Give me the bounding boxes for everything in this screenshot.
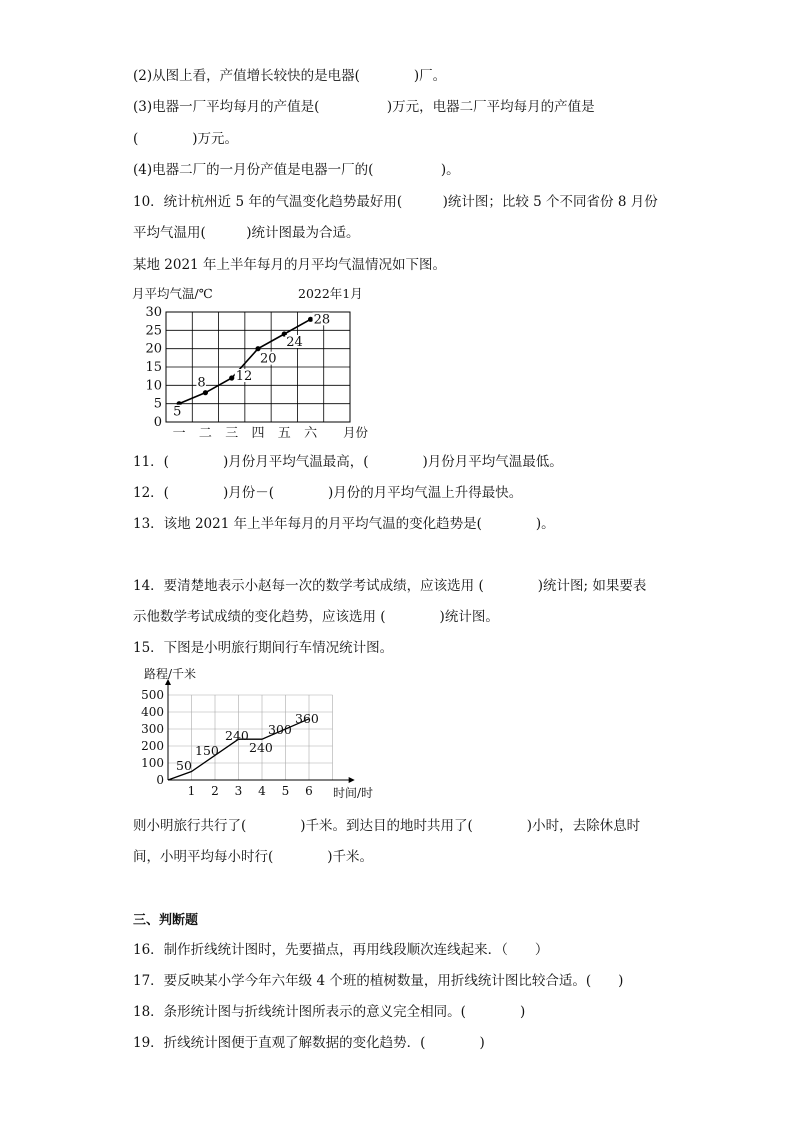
question-12: 12．( )月份－( )月份的月平均气温上升得最快。 [133,485,523,501]
x-tick-label: 五 [277,426,291,441]
temperature-chart-y-ticks [145,305,162,430]
question-16: 16．制作折线统计图时，先要描点，再用线段顺次连线起来．（ ） [133,942,549,958]
question-13: 13．该地 2021 年上半年每月的月平均气温的变化趋势是( )。 [133,516,555,532]
y-tick-label: 100 [141,756,164,770]
temperature-intro: 某地 2021 年上半年每月的月平均气温情况如下图。 [133,257,446,273]
question-15-answer-cont: 间，小明平均每小时行( )千米。 [133,849,374,865]
question-9-part-3-cont: ( )万元。 [133,131,239,147]
y-tick-label: 0 [156,773,164,787]
data-label: 28 [313,312,331,328]
data-label: 5 [173,404,182,420]
y-tick-label: 200 [141,739,164,753]
y-tick-label: 15 [145,360,162,375]
question-9-part-2: (2)从图上看，产值增长较快的是电器( )厂。 [133,68,447,84]
travel-chart [128,664,388,804]
y-tick-label: 0 [153,415,162,430]
travel-chart-data-labels [176,711,319,773]
data-label: 240 [225,728,249,743]
data-label: 50 [176,758,192,773]
x-tick-label: 3 [234,784,243,798]
x-tick-label: 二 [198,426,212,441]
question-9-part-4: (4)电器二厂的一月份产值是电器一厂的( )。 [133,162,460,178]
travel-chart-x-ticks [188,784,313,798]
data-point [203,390,208,395]
data-point [255,346,260,351]
y-tick-label: 500 [141,688,164,702]
y-tick-label: 400 [141,705,164,719]
data-label: 150 [195,743,219,758]
question-17: 17．要反映某小学今年六年级 4 个班的植树数量，用折线统计图比较合适。( ) [133,973,624,989]
data-label: 8 [197,375,206,391]
x-tick-label: 4 [258,784,266,798]
x-tick-label: 三 [225,426,239,441]
temperature-chart-grid [166,312,350,422]
temperature-chart-title: 2022年1月 [298,286,363,301]
section-title-judgement: 三、判断题 [133,913,199,928]
question-18: 18．条形统计图与折线统计图所表示的意义完全相同。( ) [133,1004,526,1020]
question-15: 15．下图是小明旅行期间行车情况统计图。 [133,640,394,656]
x-tick-label: 6 [305,784,313,798]
y-tick-label: 25 [145,323,162,339]
temperature-chart [128,282,388,444]
data-point [229,375,234,380]
question-15-answer: 则小明旅行共行了( )千米。到达目的地时共用了( )小时，去除休息时 [133,818,641,834]
data-point [308,317,313,322]
travel-chart-y-ticks [141,688,164,787]
y-tick-label: 20 [145,341,162,357]
travel-y-axis-label: 路程/千米 [144,667,197,681]
data-label: 240 [249,740,273,755]
temperature-x-axis-label: 月份 [343,425,369,440]
data-label: 360 [295,711,319,726]
x-tick-label: 六 [304,426,318,441]
question-10-cont: 平均气温用( )统计图最为合适。 [133,225,360,241]
travel-x-axis-label: 时间/时 [333,786,374,800]
y-tick-label: 30 [145,305,162,320]
travel-chart-grid [168,680,354,780]
question-14-cont: 示他数学考试成绩的变化趋势，应该选用 ( )统计图。 [133,609,499,625]
question-10: 10．统计杭州近 5 年的气温变化趋势最好用( )统计图；比较 5 个不同省份 8 月份 [133,194,658,210]
x-tick-label: 一 [172,426,186,441]
temperature-y-axis-label: 月平均气温/℃ [132,286,213,301]
x-tick-label: 四 [251,426,265,441]
y-tick-label: 10 [145,378,162,394]
y-tick-label: 300 [141,722,164,736]
x-tick-label: 2 [211,784,219,798]
x-tick-label: 1 [187,784,196,798]
y-tick-label: 5 [153,396,162,412]
data-label: 12 [235,369,253,384]
question-11: 11．( )月份月平均气温最高，( )月份月平均气温最低。 [133,454,563,470]
question-19: 19．折线统计图便于直观了解数据的变化趋势．( ) [133,1035,485,1051]
temperature-chart-x-ticks [173,426,318,441]
question-14: 14．要清楚地表示小赵每一次的数学考试成绩，应该选用 ( )统计图; 如果要表 [133,578,647,594]
x-tick-label: 5 [281,784,290,798]
question-9-part-3: (3)电器一厂平均每月的产值是( )万元，电器二厂平均每月的产值是 [133,99,595,115]
data-label: 300 [268,722,292,737]
data-label: 24 [286,335,303,350]
data-label: 20 [260,351,277,367]
